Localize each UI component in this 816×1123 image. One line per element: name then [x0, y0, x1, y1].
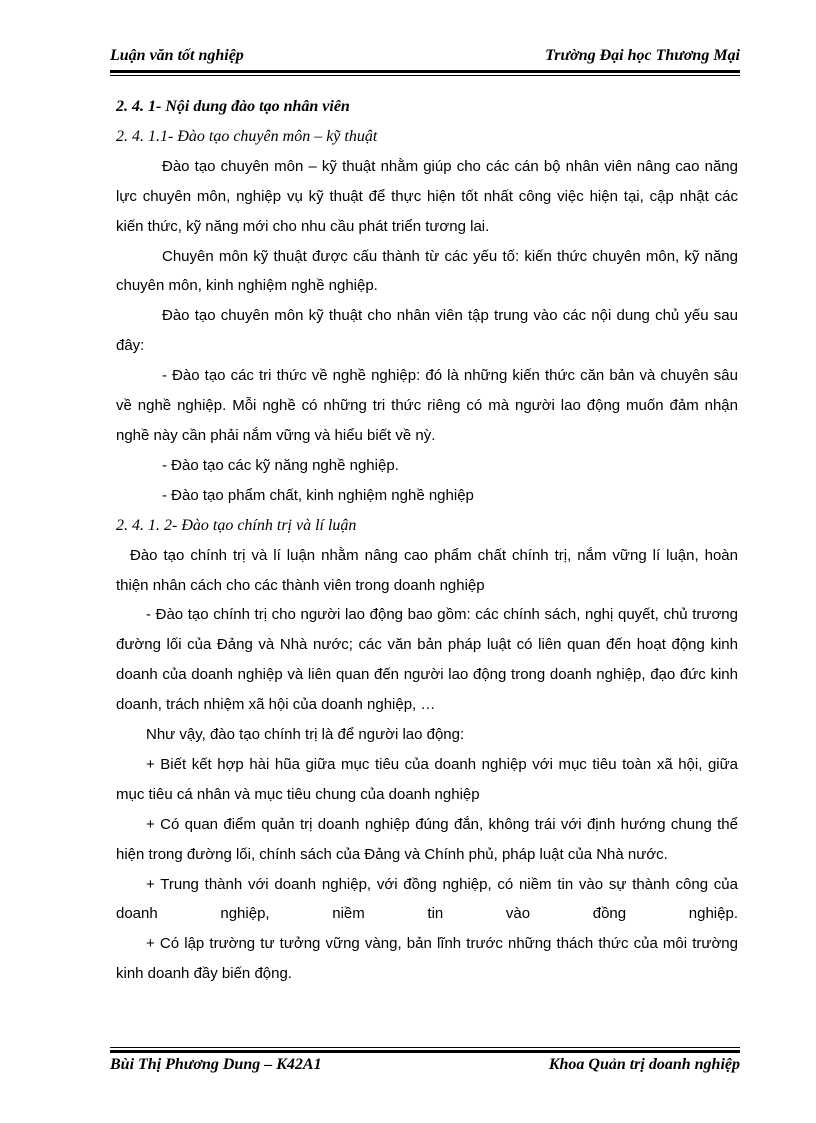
header-university: Trường Đại học Thương Mại: [545, 47, 740, 64]
paragraph: Như vậy, đào tạo chính trị là để người lao động:: [146, 726, 465, 744]
paragraph: Đào tạo chính trị và lí luận nhằm nâng cao phẩm chất chính trị, nắm vững lí luận, hoàn thiện nhân cách cho các thành viên trong doanh nghiệp: [116, 546, 738, 594]
section-heading-2-4-1-2: 2. 4. 1. 2- Đào tạo chính trị và lí luận: [116, 516, 357, 534]
list-item: + Có quan điểm quản trị doanh nghiệp đúng đắn, không trái với định hướng chung thể hiện trong đường lối, chính sách của Đảng và Chính phủ, pháp luật của Nhà nước.: [116, 815, 738, 863]
list-item: + Biết kết hợp hài hũa giữa mục tiêu của doanh nghiệp với mục tiêu toàn xã hội, giữa mục tiêu cá nhân và mục tiêu chung của doanh nghiệp: [116, 755, 738, 803]
paragraph: - Đào tạo chính trị cho người lao động bao gồm: các chính sách, nghị quyết, chủ trương đường lối của Đảng và Nhà nước; các văn bản pháp luật có liên quan đến hoạt động kinh doanh của doanh nghiệp và liên quan đến người lao động trong doanh nghiệp, đạo đức kinh doanh, trách nhiệm xã hội của doanh nghiệp, …: [116, 606, 738, 714]
bullet-paragraph: - Đào tạo các kỹ năng nghề nghiệp.: [162, 456, 399, 474]
section-heading-2-4-1: 2. 4. 1- Nội dung đào tạo nhân viên: [116, 98, 350, 115]
section-heading-2-4-1-1: 2. 4. 1.1- Đào tạo chuyên môn – kỹ thuật: [116, 127, 378, 145]
list-item: + Trung thành với doanh nghiệp, với đồng nghiệp, có niềm tin vào sự thành công của doanh nghiệp, niềm tin vào đồng nghiệp.: [116, 875, 738, 923]
header-thesis-title: Luận văn tốt nghiệp: [110, 47, 244, 64]
paragraph: Chuyên môn kỹ thuật được cấu thành từ các yếu tố: kiến thức chuyên môn, kỹ năng chuyên môn, kinh nghiệm nghề nghiệp.: [116, 247, 738, 295]
page-header: [110, 47, 740, 65]
footer-rule: [110, 1047, 740, 1053]
list-item: + Có lập trường tư tưởng vững vàng, bản lĩnh trước những thách thức của môi trường kinh doanh đầy biến động.: [116, 935, 738, 983]
footer-author: Bùi Thị Phương Dung – K42A1: [110, 1056, 322, 1073]
page-footer: [110, 1056, 740, 1074]
bullet-paragraph: - Đào tạo các tri thức về nghề nghiệp: đó là những kiến thức căn bản và chuyên sâu về nghề nghiệp. Mỗi nghề có những tri thức riêng có mà người lao động muốn đảm nhận nghề này cần phải nắm vững và hiểu biết về nỳ.: [116, 367, 738, 444]
bullet-paragraph: - Đào tạo phẩm chất, kinh nghiệm nghề nghiệp: [162, 486, 474, 504]
paragraph: Đào tạo chuyên môn – kỹ thuật nhằm giúp cho các cán bộ nhân viên nâng cao năng lực chuyên môn, nghiệp vụ kỹ thuật để thực hiện tốt nhất công việc hiện tại, cập nhật các kiến thức, kỹ năng mới cho nhu cầu phát triển tương lai.: [116, 157, 738, 235]
footer-faculty: Khoa Quản trị doanh nghiệp: [548, 1056, 740, 1073]
header-rule: [110, 70, 740, 76]
document-body: [116, 92, 738, 989]
paragraph: Đào tạo chuyên môn kỹ thuật cho nhân viên tập trung vào các nội dung chủ yếu sau đây:: [116, 307, 738, 355]
